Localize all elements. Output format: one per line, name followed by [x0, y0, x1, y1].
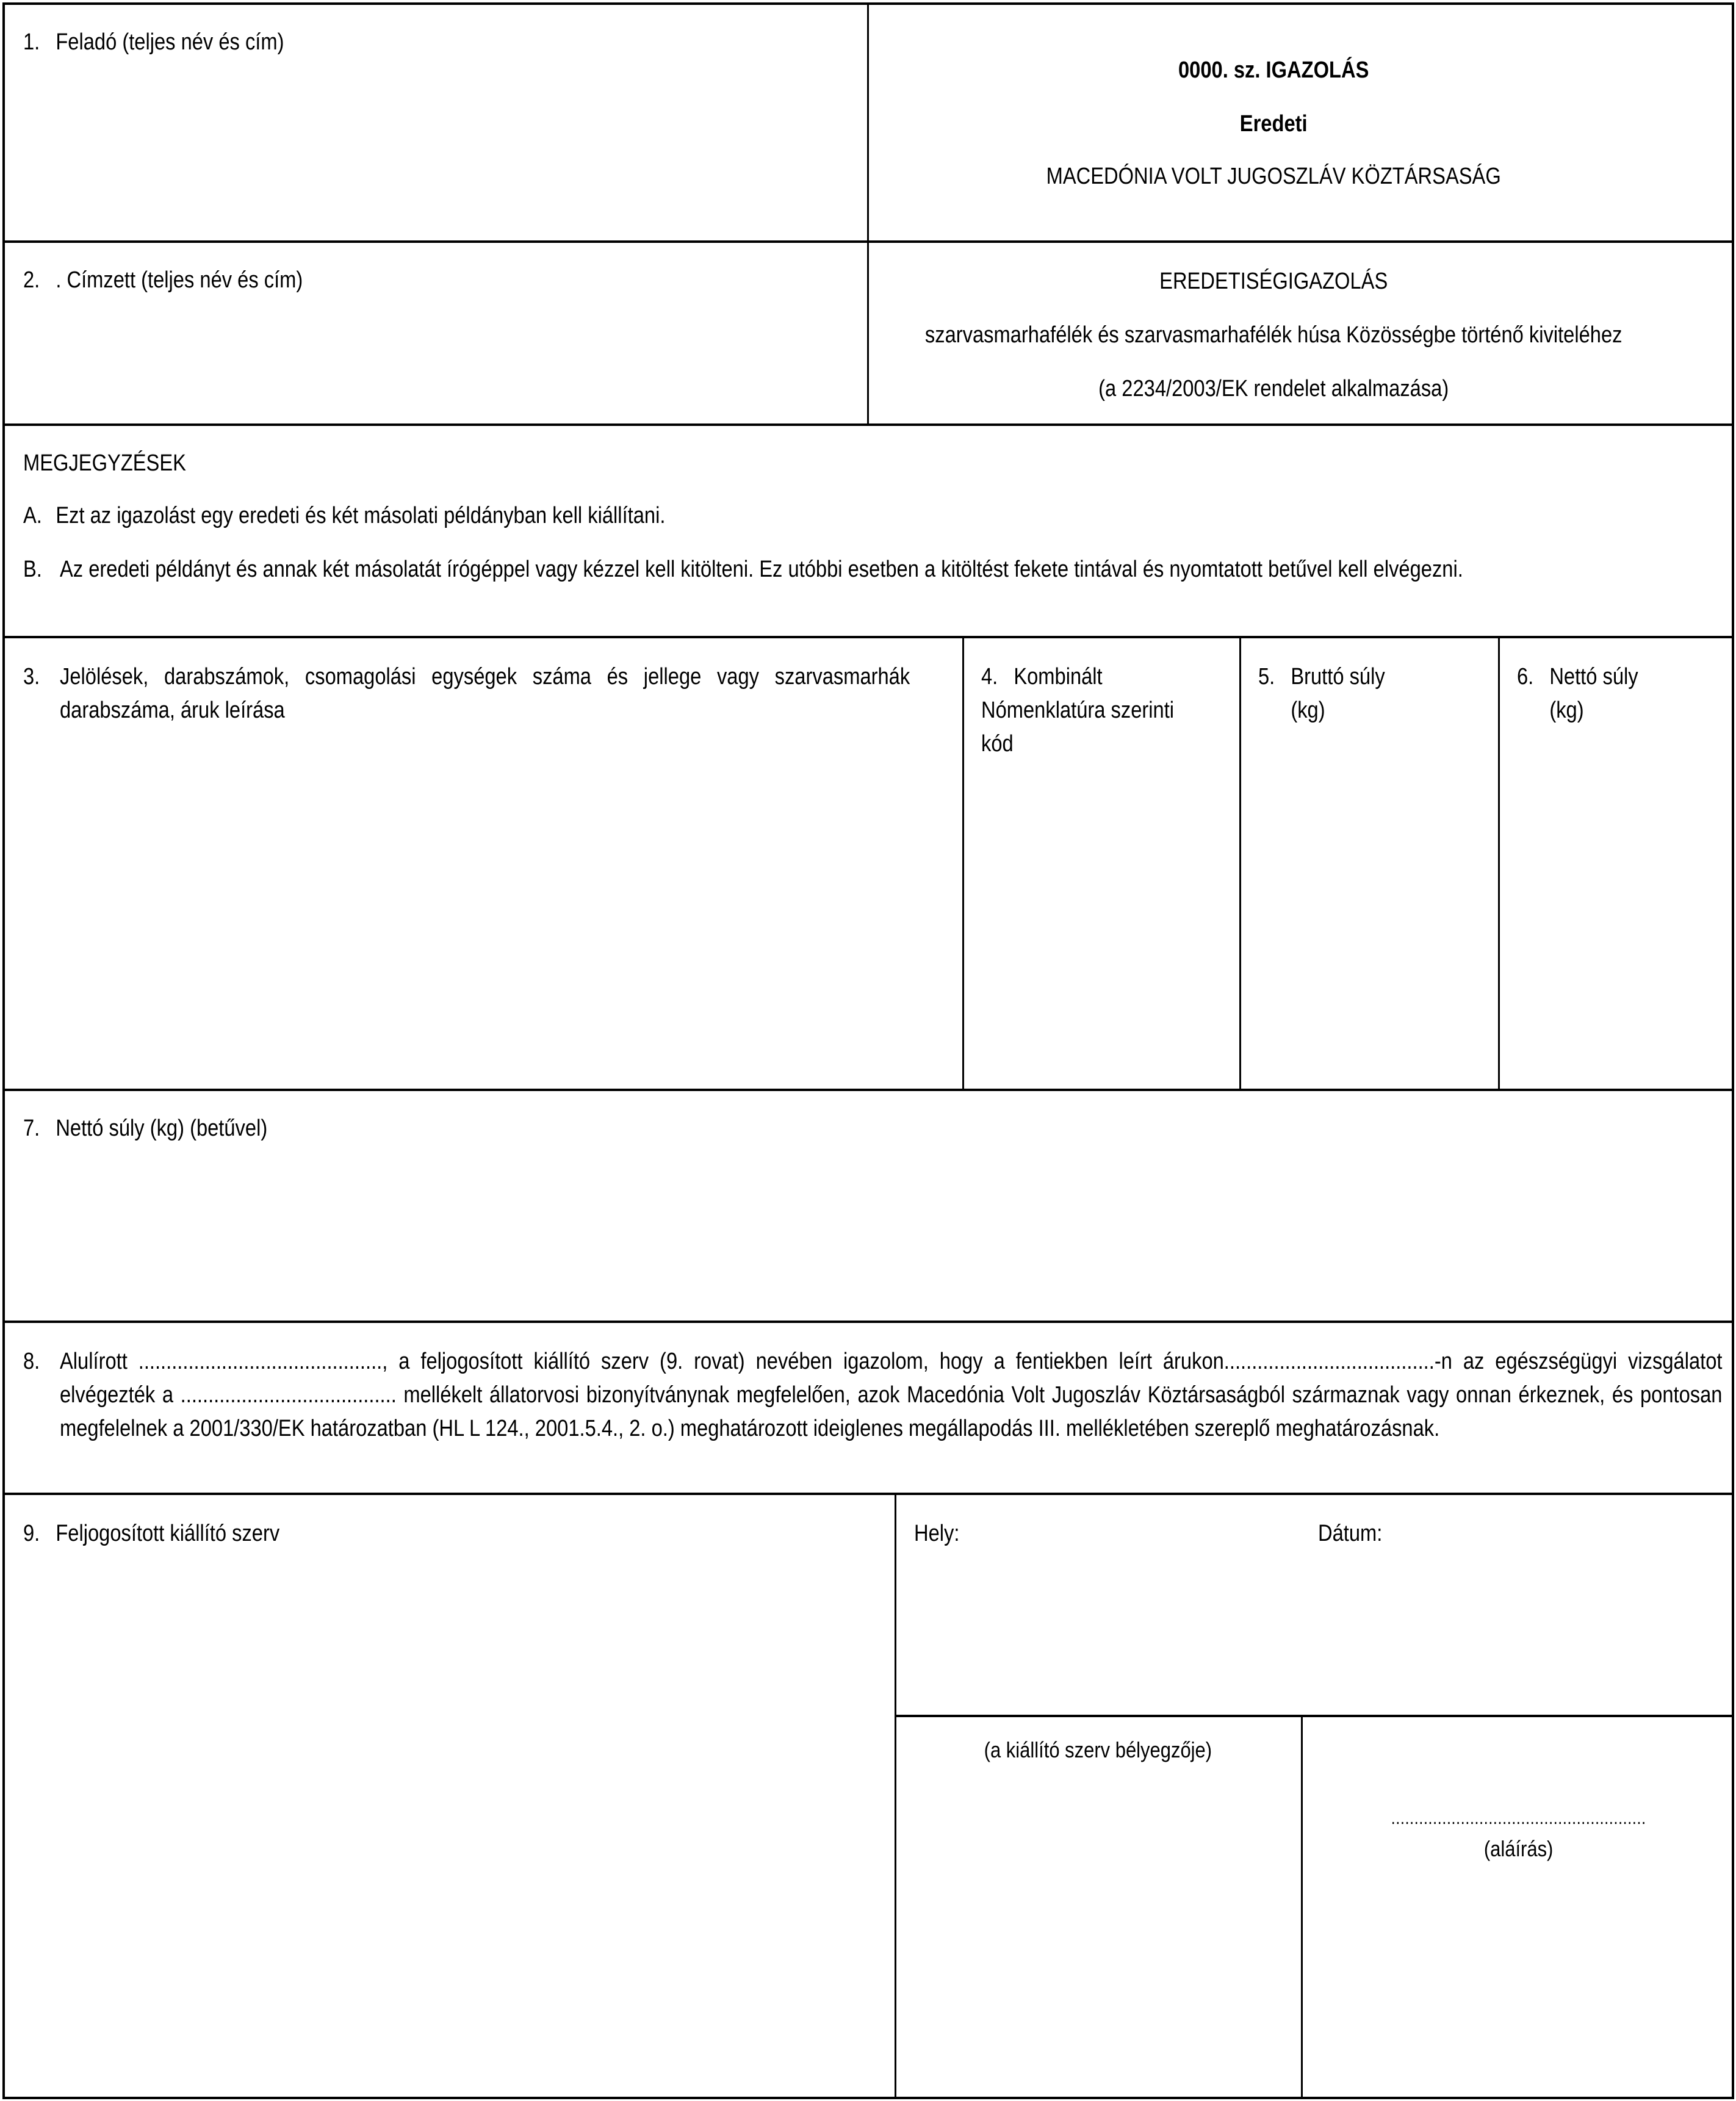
row-divider-4 — [2, 1089, 1734, 1091]
box6-label: 6. Nettó súly (kg) — [1517, 664, 1638, 724]
box2-label: 2. . Címzett (teljes név és cím) — [23, 267, 303, 293]
place-field[interactable] — [1001, 1513, 1306, 1556]
box8-declaration: Alulírott ............................................, a feljogosított kiállító szerv (9. rovat) nevében igazolom, hogy a fentiekben leírt árukon......................................-n az egészségügyi vizsgálatot elvégezték a ....................................... mellékelt állatorvosi bizonyítványnak megfelelően, azok Macedónia Volt Jugoszláv Köztársaságból származnak vagy onnan érkeznek, és pontosan megfelelnek a 2001/330/EK határozatban (HL L 124., 2001.5.4., 2. o.) meghatározott ideiglenes megállapodás III. mellékletében szereplő meghatározásnak. — [60, 1349, 1723, 1441]
box1-input-area[interactable] — [5, 67, 865, 238]
col-divider-signature — [1301, 1716, 1303, 2098]
box4-label: 4. Kombinált Nómenklatúra szerinti kód — [981, 664, 1175, 757]
box7-input-area[interactable] — [5, 1153, 1732, 1318]
box3-label: Jelölések, darabszámok, csomagolási egységek száma és jellege vagy szarvasmarhák darabszáma, áruk leírása — [60, 664, 910, 724]
box3-input-area[interactable] — [5, 732, 960, 1086]
stamp-label: (a kiállító szerv bélyegzője) — [984, 1737, 1212, 1762]
document-subtitle: szarvasmarhafélék és szarvasmarhafélék húsa Közösségbe történő kiviteléhez — [924, 322, 1623, 348]
box1-label: 1. Feladó (teljes név és cím) — [23, 29, 284, 55]
col-divider-box5 — [1239, 637, 1241, 1090]
col-divider-box4 — [962, 637, 964, 1090]
row-divider-3 — [2, 636, 1734, 638]
date-field[interactable] — [1403, 1513, 1727, 1556]
regulation-reference: (a 2234/2003/EK rendelet alkalmazása) — [1098, 376, 1449, 402]
document-title: EREDETISÉGIGAZOLÁS — [1159, 268, 1388, 294]
box2-input-area[interactable] — [5, 305, 865, 421]
row-divider-5 — [2, 1321, 1734, 1323]
certificate-number: 0000. sz. IGAZOLÁS — [1178, 57, 1369, 83]
col-divider-box6 — [1498, 637, 1500, 1090]
box3-number: 3. — [23, 664, 40, 690]
row-divider-6 — [2, 1493, 1734, 1495]
country-name: MACEDÓNIA VOLT JUGOSZLÁV KÖZTÁRSASÁG — [1046, 164, 1501, 189]
row-divider-signature — [895, 1715, 1734, 1717]
notes-heading: MEGJEGYZÉSEK — [23, 450, 186, 476]
box5-label: 5. Bruttó súly (kg) — [1258, 664, 1385, 724]
box6-input-area[interactable] — [1501, 732, 1732, 1086]
stamp-area[interactable] — [898, 1770, 1298, 2096]
place-label: Hely: — [914, 1521, 960, 1546]
note-b-text: Az eredeti példányt és annak két másolatát írógéppel vagy kézzel kell kitölteni. Ez utóbbi esetben a kitöltést fekete tintával és nyomtatott betűvel kell elvégezni. — [60, 557, 1463, 582]
box4-input-area[interactable] — [965, 769, 1237, 1086]
box8-number: 8. — [23, 1349, 40, 1374]
box5-input-area[interactable] — [1242, 732, 1496, 1086]
col-divider-box9 — [895, 1494, 896, 2098]
note-a: A. Ezt az igazolást egy eredeti és két másolati példányban kell kiállítani. — [23, 503, 666, 528]
date-label: Dátum: — [1318, 1521, 1383, 1546]
box9-label: 9. Feljogosított kiállító szerv — [23, 1521, 280, 1546]
box7-label: 7. Nettó súly (kg) (betűvel) — [23, 1115, 268, 1141]
col-divider-header — [867, 2, 869, 425]
signature-label: (aláírás) — [1483, 1836, 1554, 1861]
original-label: Eredeti — [1239, 111, 1308, 137]
signature-line: ....................................................... — [1391, 1808, 1646, 1828]
note-b-letter: B. — [23, 557, 42, 582]
box9-issuer-area[interactable] — [5, 1562, 893, 2096]
signature-area[interactable] — [1305, 1721, 1732, 1806]
